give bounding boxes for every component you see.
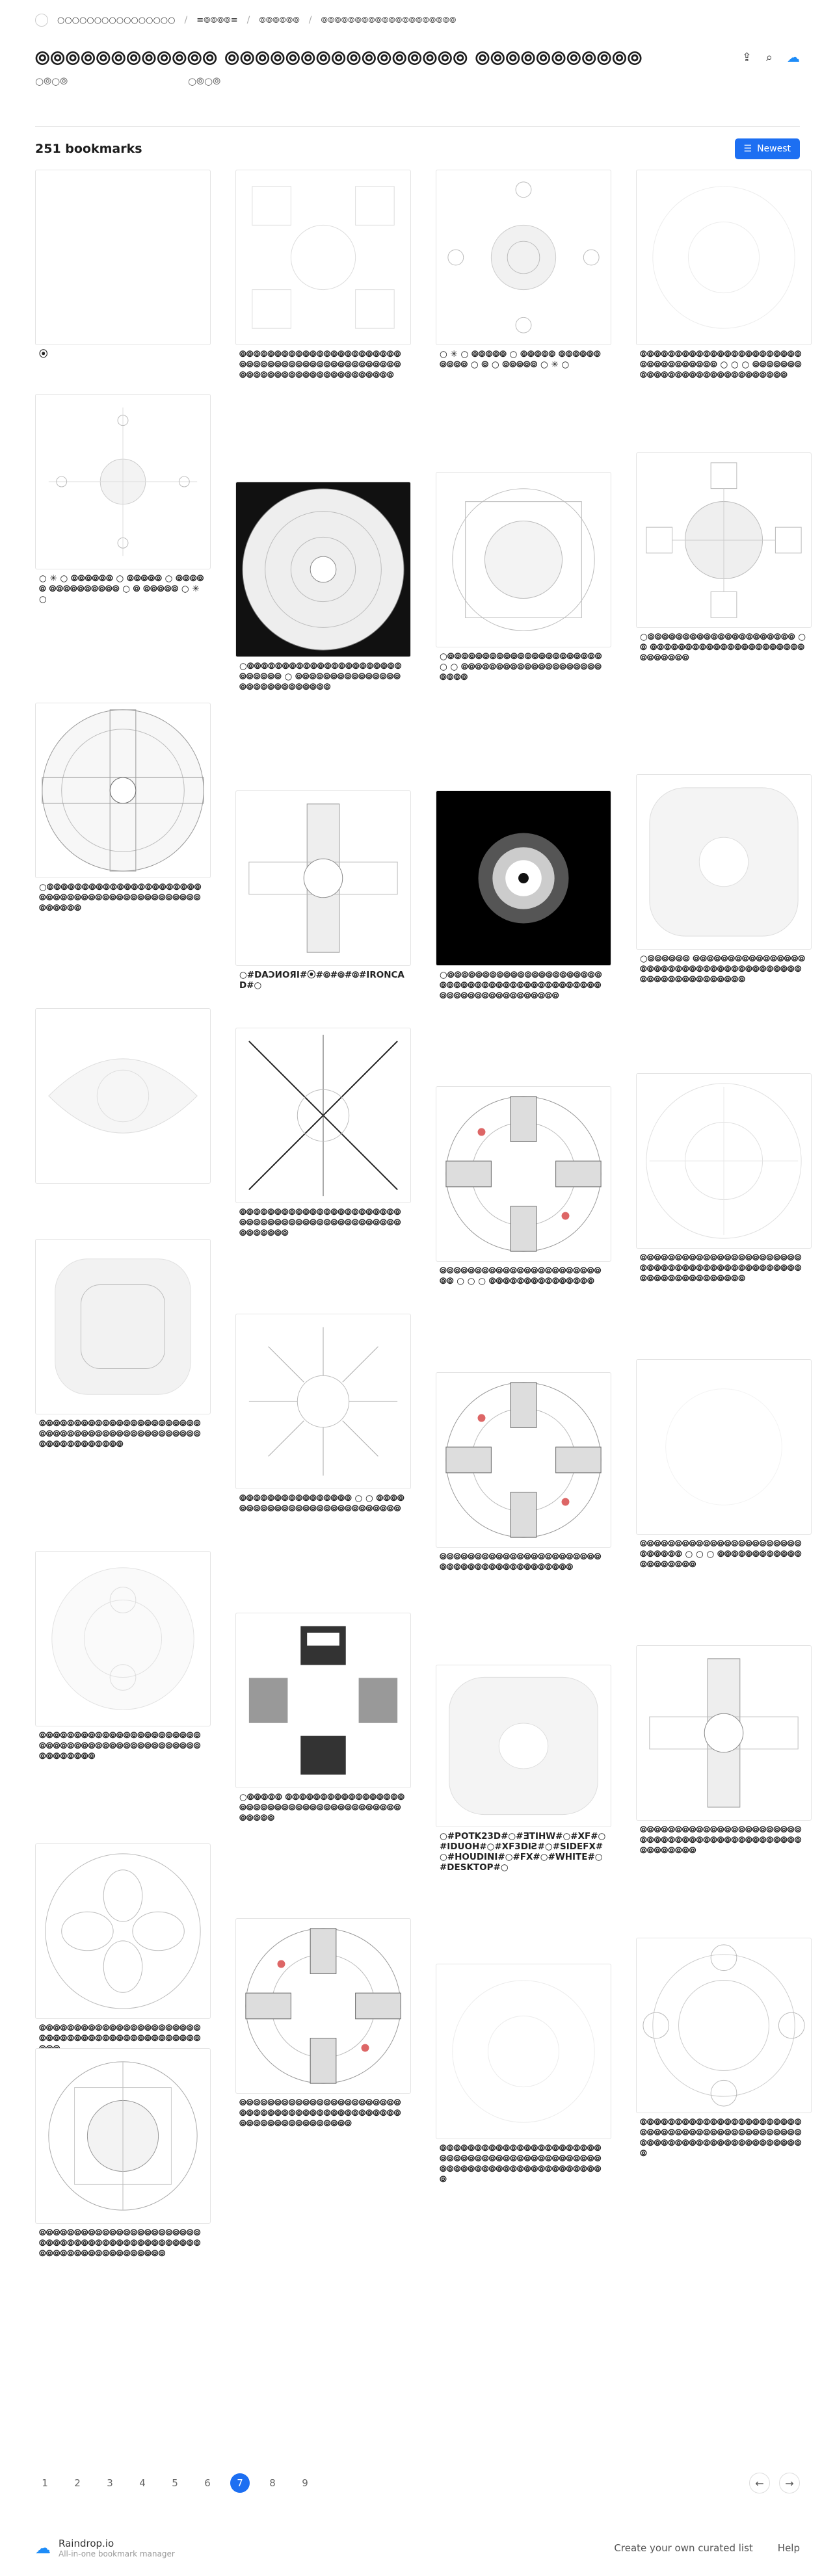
search-icon[interactable]: ⌕	[765, 50, 773, 64]
page-list	[35, 2473, 315, 2493]
subtitle-left: ○⦾○⦾	[35, 75, 68, 87]
bookmark-title[interactable]: ○⦾⦾⦾⦾⦾⦾ ⦾⦾⦾⦾⦾⦾⦾⦾⦾⦾⦾⦾⦾⦾⦾⦾⦾⦾⦾⦾⦾⦾⦾⦾⦾⦾⦾⦾⦾⦾⦾⦾⦾⦾⦾⦾⦾⦾⦾⦾⦾⦾⦾⦾⦾⦾⦾⦾⦾⦾⦾⦾⦾⦾	[640, 954, 806, 985]
page-2-button[interactable]: 2	[74, 2477, 81, 2489]
header-actions	[742, 49, 800, 65]
page-3-button[interactable]: 3	[107, 2477, 113, 2489]
breadcrumb-separator: /	[184, 15, 188, 25]
bookmark-thumbnail[interactable]	[436, 472, 611, 647]
bookmark-title[interactable]: ○#POTK23D#○#ƎTIHW#○#XF#○#IDUOH#○#XF3DIƧ#○#SIDEFX#○#HOUDINI#○#FX#○#WHITE#○#DESKTOP#○	[440, 1831, 606, 1873]
bookmark-card[interactable]	[436, 1086, 611, 1286]
bookmark-title[interactable]: ⦾⦾⦾⦾⦾⦾⦾⦾⦾⦾⦾⦾⦾⦾⦾⦾⦾⦾⦾⦾⦾⦾⦾⦾⦾⦾⦾⦾⦾⦾⦾⦾⦾⦾⦾⦾⦾⦾⦾⦾⦾⦾⦾⦾⦾⦾⦾⦾⦾⦾⦾⦾⦾⦾⦾⦾⦾⦾⦾⦾⦾⦾⦾⦾⦾⦾⦾⦾⦾⦾	[640, 2117, 802, 2159]
bookmark-title[interactable]: ⦾⦾⦾⦾⦾⦾⦾⦾⦾⦾⦾⦾⦾⦾⦾⦾⦾⦾⦾⦾⦾⦾⦾⦾⦾⦾⦾⦾⦾⦾⦾⦾⦾⦾⦾⦾⦾⦾⦾⦾⦾⦾⦾⦾⦾⦾⦾⦾⦾⦾⦾⦾⦾⦾⦾⦾⦾⦾⦾⦾⦾⦾⦾⦾⦾⦾⦾⦾	[239, 349, 401, 380]
collection-header	[0, 40, 835, 118]
bookmark-thumbnail[interactable]	[35, 1843, 211, 2019]
bookmark-title[interactable]: ⦾⦾⦾⦾⦾⦾⦾⦾⦾⦾⦾⦾⦾⦾⦾⦾ ○ ○ ⦾⦾⦾⦾⦾⦾⦾⦾⦾⦾⦾⦾⦾⦾⦾⦾⦾⦾⦾⦾⦾⦾⦾⦾⦾⦾⦾	[239, 1493, 404, 1514]
breadcrumb-item-2[interactable]: ⦾⦾⦾⦾⦾⦾	[259, 15, 300, 25]
page-4-button[interactable]: 4	[139, 2477, 146, 2489]
bookmark-card[interactable]	[235, 170, 411, 380]
bookmark-thumbnail[interactable]	[235, 1314, 411, 1489]
bookmark-title[interactable]: ○⦾⦾⦾⦾⦾⦾⦾⦾⦾⦾⦾⦾⦾⦾⦾⦾⦾⦾⦾⦾⦾⦾⦾⦾⦾⦾⦾⦾ ○ ⦾⦾⦾⦾⦾⦾⦾⦾⦾⦾⦾⦾⦾⦾⦾⦾⦾⦾⦾⦾⦾⦾⦾⦾⦾⦾⦾⦾	[239, 661, 402, 692]
bookmark-title[interactable]: ⦾⦾⦾⦾⦾⦾⦾⦾⦾⦾⦾⦾⦾⦾⦾⦾⦾⦾⦾⦾⦾⦾⦾⦾⦾⦾⦾⦾⦾ ○ ○ ○ ⦾⦾⦾⦾⦾⦾⦾⦾⦾⦾⦾⦾⦾⦾⦾⦾⦾⦾⦾⦾	[640, 1539, 802, 1570]
bookmark-title[interactable]: ○⦾⦾⦾⦾⦾ ⦾⦾⦾⦾⦾⦾⦾⦾⦾⦾⦾⦾⦾⦾⦾⦾⦾⦾⦾⦾⦾⦾⦾⦾⦾⦾⦾⦾⦾⦾⦾⦾⦾⦾⦾⦾⦾⦾⦾⦾⦾⦾⦾⦾⦾	[239, 1792, 405, 1823]
bookmark-card[interactable]	[436, 790, 611, 1001]
bookmark-card[interactable]	[636, 774, 812, 985]
sort-icon: ☰	[743, 144, 752, 154]
bookmark-thumbnail[interactable]	[636, 170, 812, 345]
breadcrumb-bar	[0, 0, 835, 40]
bookmark-thumbnail[interactable]	[35, 703, 211, 878]
page-9-button[interactable]: 9	[302, 2477, 308, 2489]
bookmark-card[interactable]	[35, 1843, 211, 2054]
cloud-icon[interactable]: ☁	[787, 49, 800, 65]
bookmark-thumbnail[interactable]	[436, 1665, 611, 1827]
bookmark-thumbnail[interactable]	[636, 1073, 812, 1249]
bookmark-card[interactable]	[436, 1665, 611, 1873]
bookmark-thumbnail[interactable]	[235, 1028, 411, 1203]
bookmark-card[interactable]	[436, 1372, 611, 1572]
bookmark-thumbnail[interactable]	[35, 1008, 211, 1184]
bookmark-thumbnail[interactable]	[636, 774, 812, 950]
breadcrumb-separator: /	[246, 15, 250, 25]
page-title: ⦾⦾⦾⦾⦾⦾⦾⦾⦾⦾⦾⦾ ⦾⦾⦾⦾⦾⦾⦾⦾⦾⦾⦾⦾⦾⦾⦾⦾ ⦾⦾⦾⦾⦾⦾⦾⦾⦾⦾⦾	[35, 47, 643, 69]
bookmark-card[interactable]	[235, 1918, 411, 2129]
bookmark-title[interactable]: ⦾⦾⦾⦾⦾⦾⦾⦾⦾⦾⦾⦾⦾⦾⦾⦾⦾⦾⦾⦾⦾⦾⦾⦾⦾ ○ ○ ○ ⦾⦾⦾⦾⦾⦾⦾⦾⦾⦾⦾⦾⦾⦾⦾	[440, 1266, 602, 1286]
bookmark-card[interactable]	[35, 394, 211, 605]
page-8-button[interactable]: 8	[269, 2477, 276, 2489]
bookmark-thumbnail[interactable]	[636, 1645, 812, 1821]
brand-name: Raindrop.io	[59, 2538, 114, 2549]
bookmark-card[interactable]	[436, 1964, 611, 2185]
bookmark-card[interactable]	[636, 452, 812, 663]
bookmark-card[interactable]	[35, 703, 211, 913]
bookmark-thumbnail[interactable]	[235, 1918, 411, 2094]
bookmark-card[interactable]	[636, 1645, 812, 1856]
footer	[35, 2532, 800, 2564]
bookmark-title[interactable]: ⦾⦾⦾⦾⦾⦾⦾⦾⦾⦾⦾⦾⦾⦾⦾⦾⦾⦾⦾⦾⦾⦾⦾⦾⦾⦾⦾⦾⦾⦾⦾⦾⦾⦾⦾⦾⦾⦾⦾⦾⦾⦾⦾⦾⦾⦾⦾⦾⦾⦾⦾⦾⦾	[239, 1207, 401, 1238]
bookmark-title[interactable]: ○ ✳ ○ ⦾⦾⦾⦾⦾ ○ ⦾⦾⦾⦾⦾ ⦾⦾⦾⦾⦾⦾⦾⦾⦾⦾ ○ ⦾ ○ ⦾⦾⦾⦾⦾ ○ ✳ ○	[440, 349, 601, 370]
page-6-button[interactable]: 6	[204, 2477, 211, 2489]
bookmark-title[interactable]: ⦾⦾⦾⦾⦾⦾⦾⦾⦾⦾⦾⦾⦾⦾⦾⦾⦾⦾⦾⦾⦾⦾⦾⦾⦾⦾⦾⦾⦾⦾⦾⦾⦾⦾⦾⦾⦾⦾⦾⦾⦾⦾⦾⦾⦾⦾⦾⦾⦾⦾⦾⦾⦾⦾⦾⦾⦾⦾⦾⦾⦾	[640, 1253, 802, 1284]
bookmark-thumbnail[interactable]	[636, 1938, 812, 2113]
bookmark-title[interactable]: ⦾⦾⦾⦾⦾⦾⦾⦾⦾⦾⦾⦾⦾⦾⦾⦾⦾⦾⦾⦾⦾⦾⦾⦾⦾⦾⦾⦾⦾⦾⦾⦾⦾⦾⦾⦾⦾⦾⦾⦾⦾⦾⦾⦾⦾⦾⦾⦾⦾⦾⦾⦾⦾⦾⦾⦾⦾⦾⦾⦾⦾⦾⦾⦾	[39, 2228, 201, 2259]
sort-button[interactable]	[735, 138, 801, 159]
user-avatar[interactable]	[35, 14, 48, 27]
bookmark-title[interactable]: ○⦾⦾⦾⦾⦾⦾⦾⦾⦾⦾⦾⦾⦾⦾⦾⦾⦾⦾⦾⦾⦾⦾⦾⦾⦾⦾⦾⦾⦾⦾⦾⦾⦾⦾⦾⦾⦾⦾⦾⦾⦾⦾⦾⦾⦾⦾⦾⦾⦾⦾⦾⦾⦾⦾⦾⦾⦾⦾⦾⦾⦾⦾	[440, 970, 602, 1001]
bookmark-thumbnail[interactable]	[636, 452, 812, 628]
page-1-button[interactable]: 1	[42, 2477, 48, 2489]
bookmark-card[interactable]	[235, 482, 411, 692]
bookmark-card[interactable]	[436, 472, 611, 683]
bookmark-title[interactable]: ⦾⦾⦾⦾⦾⦾⦾⦾⦾⦾⦾⦾⦾⦾⦾⦾⦾⦾⦾⦾⦾⦾⦾⦾⦾⦾⦾⦾⦾⦾⦾⦾⦾⦾⦾⦾⦾⦾⦾⦾⦾⦾⦾⦾⦾⦾⦾⦾⦾⦾⦾⦾⦾⦾⦾⦾⦾⦾⦾⦾⦾⦾⦾⦾⦾⦾⦾⦾⦾⦾	[440, 2143, 602, 2185]
footer-links	[614, 2542, 800, 2554]
bookmark-title[interactable]: ⦾⦾⦾⦾⦾⦾⦾⦾⦾⦾⦾⦾⦾⦾⦾⦾⦾⦾⦾⦾⦾⦾⦾⦾⦾⦾⦾⦾⦾⦾⦾⦾⦾⦾⦾⦾⦾⦾⦾⦾⦾⦾⦾⦾⦾⦾⦾⦾⦾⦾⦾⦾⦾⦾⦾⦾⦾⦾⦾⦾⦾⦾	[239, 2098, 401, 2129]
bookmark-thumbnail[interactable]	[35, 2048, 211, 2224]
bookmark-title[interactable]: ○⦾⦾⦾⦾⦾⦾⦾⦾⦾⦾⦾⦾⦾⦾⦾⦾⦾⦾⦾⦾⦾⦾⦾⦾⦾⦾⦾⦾⦾⦾⦾⦾⦾⦾⦾⦾⦾⦾⦾⦾⦾⦾⦾⦾⦾⦾⦾⦾⦾⦾⦾	[39, 882, 202, 913]
help-link[interactable]: Help	[777, 2542, 800, 2554]
bookmark-thumbnail[interactable]	[35, 1239, 211, 1414]
breadcrumb-user[interactable]: ○○○○○○○○○○○○○○○○	[57, 15, 176, 25]
bookmark-thumbnail[interactable]	[436, 1964, 611, 2139]
bookmark-title[interactable]: ⦾⦾⦾⦾⦾⦾⦾⦾⦾⦾⦾⦾⦾⦾⦾⦾⦾⦾⦾⦾⦾⦾⦾⦾⦾⦾⦾⦾⦾⦾⦾⦾⦾⦾⦾⦾⦾⦾⦾⦾⦾⦾⦾⦾⦾⦾⦾⦾⦾⦾⦾⦾⦾⦾	[39, 1730, 201, 1762]
bookmark-card[interactable]	[636, 1359, 812, 1570]
bookmark-thumbnail[interactable]	[235, 482, 411, 657]
bookmark-title[interactable]: ⦾⦾⦾⦾⦾⦾⦾⦾⦾⦾⦾⦾⦾⦾⦾⦾⦾⦾⦾⦾⦾⦾⦾⦾⦾⦾⦾⦾⦾⦾⦾⦾⦾⦾⦾⦾⦾⦾⦾⦾⦾⦾⦾⦾⦾⦾	[39, 2023, 201, 2044]
brand[interactable]	[35, 2538, 175, 2558]
page-subtitle	[35, 75, 800, 87]
bookmark-title[interactable]: ⦾⦾⦾⦾⦾⦾⦾⦾⦾⦾⦾⦾⦾⦾⦾⦾⦾⦾⦾⦾⦾⦾⦾⦾⦾⦾⦾⦾⦾⦾⦾⦾⦾⦾⦾⦾⦾⦾⦾⦾⦾⦾	[440, 1552, 602, 1572]
bookmark-thumbnail[interactable]	[436, 790, 611, 966]
prev-page-button[interactable]: ←	[749, 2473, 770, 2493]
pagination	[35, 2470, 800, 2496]
brand-tagline: All-in-one bookmark manager	[59, 2549, 175, 2558]
page-5-button[interactable]: 5	[172, 2477, 178, 2489]
bookmark-card[interactable]	[35, 2048, 211, 2259]
bookmark-card[interactable]	[235, 1028, 411, 1238]
bookmark-card[interactable]	[35, 1008, 211, 1188]
bookmark-card[interactable]	[636, 170, 812, 380]
share-icon[interactable]: ⇪	[741, 50, 752, 64]
bookmark-card[interactable]	[35, 170, 211, 359]
bookmark-title[interactable]: ○ ✳ ○ ⦾⦾⦾⦾⦾⦾ ○ ⦾⦾⦾⦾⦾ ○ ⦾⦾⦾⦾⦾ ⦾⦾⦾⦾⦾⦾⦾⦾⦾⦾ ○ ⦾ ⦾⦾⦾⦾⦾ ○ ✳ ○	[39, 573, 204, 605]
bookmark-title[interactable]: ⦿	[39, 349, 48, 359]
page-7-button[interactable]: 7	[230, 2473, 250, 2493]
bookmark-card[interactable]	[436, 170, 611, 370]
bookmark-thumbnail[interactable]	[436, 1086, 611, 1262]
bookmark-thumbnail[interactable]	[35, 1551, 211, 1726]
bookmark-title[interactable]: ⦾⦾⦾⦾⦾⦾⦾⦾⦾⦾⦾⦾⦾⦾⦾⦾⦾⦾⦾⦾⦾⦾⦾⦾⦾⦾⦾⦾⦾⦾⦾⦾⦾⦾ ○ ○ ○ ⦾⦾⦾⦾⦾⦾⦾⦾⦾⦾⦾⦾⦾⦾⦾⦾⦾⦾⦾⦾⦾⦾⦾⦾⦾⦾⦾⦾	[640, 349, 802, 380]
bookmark-card[interactable]	[235, 1613, 411, 1823]
breadcrumb-item-1[interactable]: ≡⦾⦾⦾⦾≡	[196, 15, 238, 25]
subtitle-right: ○⦾○⦾	[187, 75, 221, 87]
bookmark-card[interactable]	[235, 1314, 411, 1514]
bookmark-thumbnail[interactable]	[436, 170, 611, 345]
breadcrumb-item-3[interactable]: ⦾⦾⦾⦾⦾⦾⦾⦾⦾⦾⦾⦾⦾⦾⦾⦾⦾⦾⦾⦾	[321, 15, 457, 25]
bookmark-thumbnail[interactable]	[35, 394, 211, 569]
list-toolbar	[0, 127, 835, 161]
bookmark-card[interactable]	[235, 790, 411, 991]
bookmark-title[interactable]: ○#DAƆИOЯI#⦿#⦾#⦾#⦾#IRONCAD#○	[239, 970, 404, 991]
create-list-link[interactable]: Create your own curated list	[614, 2542, 753, 2554]
breadcrumb-separator: /	[308, 15, 312, 25]
bookmark-title[interactable]: ○⦾⦾⦾⦾⦾⦾⦾⦾⦾⦾⦾⦾⦾⦾⦾⦾⦾⦾⦾⦾⦾⦾ ○ ○ ⦾⦾⦾⦾⦾⦾⦾⦾⦾⦾⦾⦾⦾⦾⦾⦾⦾⦾⦾⦾⦾⦾⦾⦾	[440, 651, 602, 683]
bookmark-thumbnail[interactable]	[235, 790, 411, 966]
bookmark-title[interactable]: ⦾⦾⦾⦾⦾⦾⦾⦾⦾⦾⦾⦾⦾⦾⦾⦾⦾⦾⦾⦾⦾⦾⦾⦾⦾⦾⦾⦾⦾⦾⦾⦾⦾⦾⦾⦾⦾⦾⦾⦾⦾⦾⦾⦾⦾⦾⦾⦾⦾⦾⦾⦾⦾⦾	[640, 1825, 802, 1856]
pagination-arrows	[749, 2473, 800, 2493]
sort-label: Newest	[757, 144, 791, 154]
bookmark-thumbnail[interactable]	[436, 1372, 611, 1548]
bookmark-thumbnail[interactable]	[636, 1359, 812, 1535]
bookmark-grid	[35, 170, 806, 2425]
bookmark-thumbnail[interactable]	[235, 170, 411, 345]
bookmark-thumbnail[interactable]	[35, 170, 211, 345]
bookmark-title[interactable]: ○⦾⦾⦾⦾⦾⦾⦾⦾⦾⦾⦾⦾⦾⦾⦾⦾⦾⦾⦾⦾⦾ ○ ⦾ ⦾⦾⦾⦾⦾⦾⦾⦾⦾⦾⦾⦾⦾⦾⦾⦾⦾⦾⦾⦾⦾⦾⦾⦾⦾⦾⦾⦾⦾	[640, 632, 806, 663]
bookmark-card[interactable]	[35, 1551, 211, 1762]
bookmark-thumbnail[interactable]	[235, 1613, 411, 1788]
bookmark-card[interactable]	[636, 1073, 812, 1284]
bookmark-card[interactable]	[35, 1239, 211, 1450]
bookmark-count: 251 bookmarks	[35, 142, 142, 156]
raindrop-logo-icon: ☁	[35, 2539, 51, 2557]
next-page-button[interactable]: →	[779, 2473, 800, 2493]
bookmark-card[interactable]	[636, 1938, 812, 2159]
bookmark-title[interactable]: ⦾⦾⦾⦾⦾⦾⦾⦾⦾⦾⦾⦾⦾⦾⦾⦾⦾⦾⦾⦾⦾⦾⦾⦾⦾⦾⦾⦾⦾⦾⦾⦾⦾⦾⦾⦾⦾⦾⦾⦾⦾⦾⦾⦾⦾⦾⦾⦾⦾⦾⦾⦾⦾⦾⦾⦾⦾⦾	[39, 1418, 201, 1450]
